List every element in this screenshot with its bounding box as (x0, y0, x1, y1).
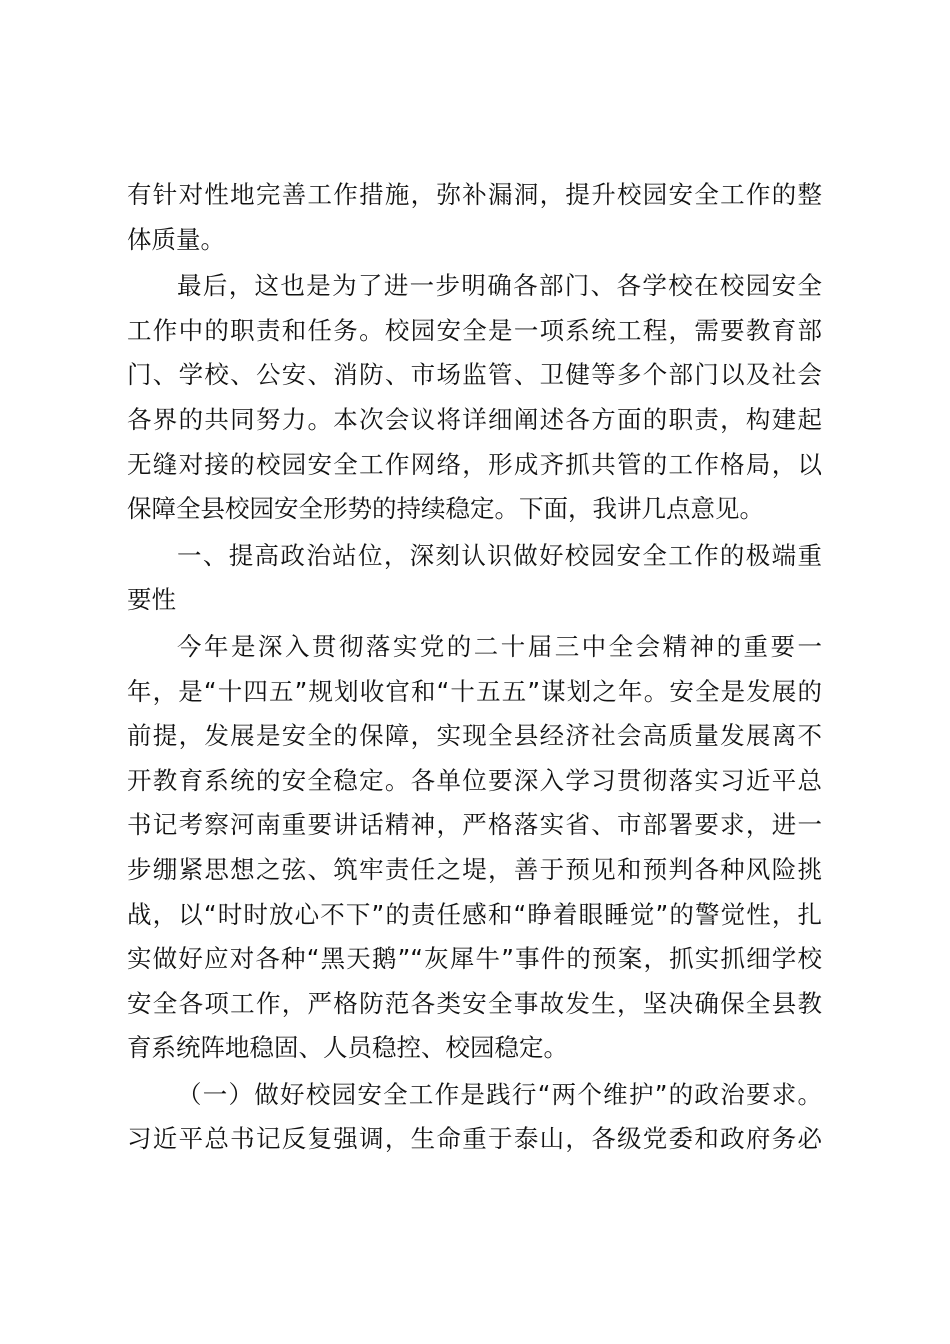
text-line: 步绷紧思想之弦、筑牢责任之堤，善于预见和预判各种风险挑 (127, 854, 822, 884)
section-heading (127, 534, 822, 623)
text-line: 育系统阵地稳固、人员稳控、校园稳定。 (127, 1033, 568, 1063)
document-body (127, 173, 822, 1164)
paragraph-continuation (127, 173, 822, 262)
text-line: （一）做好校园安全工作是践行“两个维护”的政治要求。 (177, 1079, 822, 1109)
text-line: 前提，发展是安全的保障，实现全县经济社会高质量发展离不 (127, 721, 822, 751)
text-line: 最后，这也是为了进一步明确各部门、各学校在校园安全 (177, 271, 822, 301)
text-line: 门、学校、公安、消防、市场监管、卫健等多个部门以及社会 (127, 360, 822, 390)
heading-line: 一、提高政治站位，深刻认识做好校园安全工作的极端重 (177, 540, 822, 570)
paragraph-context (127, 625, 822, 1071)
text-line: 书记考察河南重要讲话精神，严格落实省、市部署要求，进一 (127, 810, 822, 840)
text-line: 开教育系统的安全稳定。各单位要深入学习贯彻落实习近平总 (127, 765, 822, 795)
text-line: 体质量。 (127, 224, 225, 254)
text-line: 习近平总书记反复强调，生命重于泰山，各级党委和政府务必 (127, 1124, 822, 1154)
text-line: 工作中的职责和任务。校园安全是一项系统工程，需要教育部 (127, 315, 822, 345)
text-line: 无缝对接的校园安全工作网络，形成齐抓共管的工作格局，以 (127, 449, 822, 479)
text-line: 各界的共同努力。本次会议将详细阐述各方面的职责，构建起 (127, 404, 822, 434)
text-line: 安全各项工作，严格防范各类安全事故发生，坚决确保全县教 (127, 988, 822, 1018)
text-line: 保障全县校园安全形势的持续稳定。下面，我讲几点意见。 (127, 494, 764, 524)
text-line: 实做好应对各种“黑天鹅”“灰犀牛”事件的预案，抓实抓细学校 (127, 944, 822, 974)
paragraph-closing-purpose (127, 264, 822, 532)
text-line: 战，以“时时放心不下”的责任感和“睁着眼睡觉”的警觉性，扎 (127, 899, 822, 929)
text-line: 年，是“十四五”规划收官和“十五五”谋划之年。安全是发展的 (127, 676, 822, 706)
subsection-paragraph (127, 1073, 822, 1162)
heading-line: 要性 (127, 585, 176, 615)
text-line: 有针对性地完善工作措施，弥补漏洞，提升校园安全工作的整 (127, 180, 822, 209)
text-line: 今年是深入贯彻落实党的二十届三中全会精神的重要一 (177, 631, 822, 661)
